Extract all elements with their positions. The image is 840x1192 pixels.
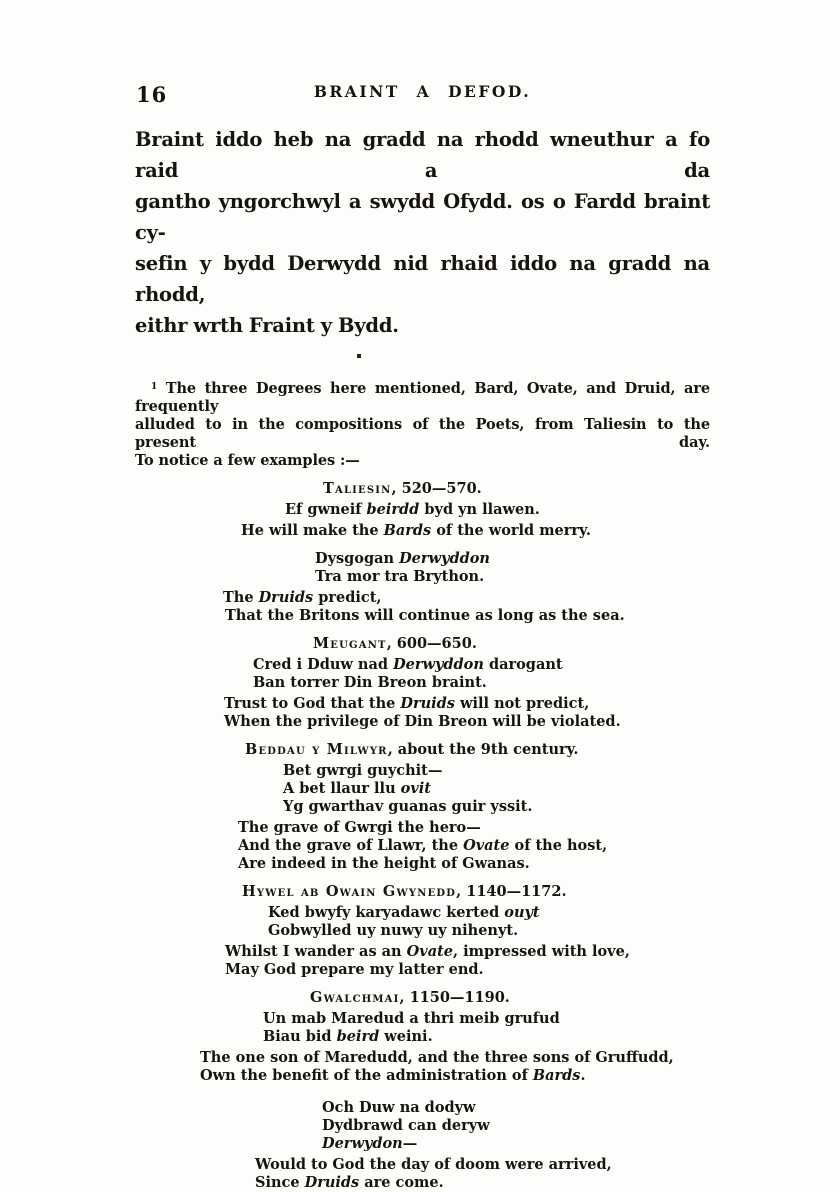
main-paragraph <box>135 124 710 341</box>
verse-line: Ef gwneif beirdd byd yn llawen. <box>285 501 540 518</box>
quote-dates: , 1140—1172. <box>456 883 567 900</box>
verse-group <box>135 762 710 816</box>
verse-line: Ban torrer Din Breon braint. <box>253 674 487 691</box>
paragraph-line: gantho yngorchwyl a swydd Ofydd. os o Fardd braint cy- <box>135 190 710 244</box>
verse-line: Bet gwrgi guychit— <box>283 762 443 779</box>
footnote-intro-line: To notice a few examples :— <box>135 452 360 469</box>
translation-group <box>135 943 710 979</box>
quotation-hywel-ab-owain-gwynedd <box>135 883 710 979</box>
translation-group <box>135 695 710 731</box>
translation-line: That the Britons will continue as long as the sea. <box>225 607 625 624</box>
footnote-marker: 1 <box>151 382 158 392</box>
quotation-meugant <box>135 635 710 731</box>
verse-group <box>135 501 710 519</box>
quote-author: Gwalchmai <box>310 989 400 1006</box>
translation-group <box>135 1049 710 1085</box>
translation-group <box>135 589 710 625</box>
translation-line: He will make the Bards of the world merry. <box>241 522 591 539</box>
quote-dates: , 520—570. <box>391 480 482 497</box>
footnote-intro-line <box>135 380 710 416</box>
translation-group <box>135 522 710 540</box>
quotation-gwalchmai <box>135 989 710 1085</box>
translation-line: May God prepare my latter end. <box>225 961 484 978</box>
quote-heading <box>310 989 710 1007</box>
translation-line: The grave of Gwrgi the hero— <box>238 819 481 836</box>
translation-group <box>135 819 710 873</box>
verse-line: Derwydon— <box>322 1135 418 1152</box>
translation-line: Whilst I wander as an Ovate, impressed with love, <box>225 943 630 960</box>
quote-dates: , 600—650. <box>386 635 477 652</box>
quotation-beddau-y-milwyr <box>135 741 710 873</box>
verse-line: Tra mor tra Brython. <box>315 568 485 585</box>
verse-line: Dysgogan Derwyddon <box>315 550 490 567</box>
footnote-intro-text: The three Degrees here mentioned, Bard, Ovate, and Druid, are frequently <box>135 380 710 415</box>
translation-line: Since Druids are come. <box>255 1174 444 1191</box>
verse-line: Biau bid beird weini. <box>263 1028 433 1045</box>
quotation-och-duw <box>135 1099 710 1192</box>
verse-line: Yg gwarthav guanas guir yssit. <box>283 798 533 815</box>
paragraph-line: eithr wrth Fraint y Bydd. <box>135 314 399 337</box>
quote-heading <box>245 741 710 759</box>
quote-dates: , 1150—1190. <box>399 989 510 1006</box>
paragraph-line: Braint iddo heb na gradd na rhodd wneuthur a fo raid a da <box>135 128 710 182</box>
quote-author: Hywel ab Owain Gwynedd <box>242 883 457 900</box>
verse-line: A bet llaur llu ovit <box>283 780 431 797</box>
verse-line: Dydbrawd can deryw <box>322 1117 490 1134</box>
translation-line: Are indeed in the height of Gwanas. <box>238 855 530 872</box>
translation-line: Would to God the day of doom were arrived, <box>255 1156 612 1173</box>
quote-author: Taliesin <box>323 480 392 497</box>
translation-line: The one son of Maredudd, and the three sons of Gruffudd, <box>200 1049 674 1066</box>
translation-line: Trust to God that the Druids will not predict, <box>224 695 590 712</box>
quote-dates: , about the 9th century. <box>387 741 579 758</box>
translation-group <box>135 1156 710 1192</box>
quote-heading <box>313 635 710 653</box>
verse-line: Och Duw na dodyw <box>322 1099 476 1116</box>
footnote <box>135 380 710 1192</box>
verse-group <box>135 904 710 940</box>
translation-line: Own the benefit of the administration of Bards. <box>200 1067 586 1084</box>
page-number: 16 <box>136 82 168 107</box>
running-title: BRAINT A DEFOD. <box>313 82 532 101</box>
translation-line: When the privilege of Din Breon will be violated. <box>224 713 621 730</box>
translation-line: And the grave of Llawr, the Ovate of the host, <box>238 837 608 854</box>
quote-heading <box>323 480 710 498</box>
verse-group <box>135 1099 710 1153</box>
footnote-intro-line: alluded to in the compositions of the Poets, from Taliesin to the present day. <box>135 416 710 451</box>
verse-line: Un mab Maredud a thri meib grufud <box>263 1010 560 1027</box>
quote-author: Meugant <box>313 635 387 652</box>
quotation-taliesin <box>135 480 710 625</box>
translation-line: The Druids predict, <box>223 589 382 606</box>
quote-heading <box>242 883 710 901</box>
quote-author: Beddau y Milwyr <box>245 741 388 758</box>
paragraph-line: sefin y bydd Derwydd nid rhaid iddo na gradd na rhodd, <box>135 252 710 306</box>
verse-group <box>135 656 710 692</box>
verse-group <box>135 1010 710 1046</box>
separator-dot-icon <box>357 354 361 358</box>
verse-line: Ked bwyfy karyadawc kerted ouyt <box>268 904 540 921</box>
verse-line: Cred i Dduw nad Derwyddon darogant <box>253 656 563 673</box>
running-head <box>135 82 710 106</box>
verse-group <box>135 550 710 586</box>
verse-line: Gobwylled uy nuwy uy nihenyt. <box>268 922 519 939</box>
